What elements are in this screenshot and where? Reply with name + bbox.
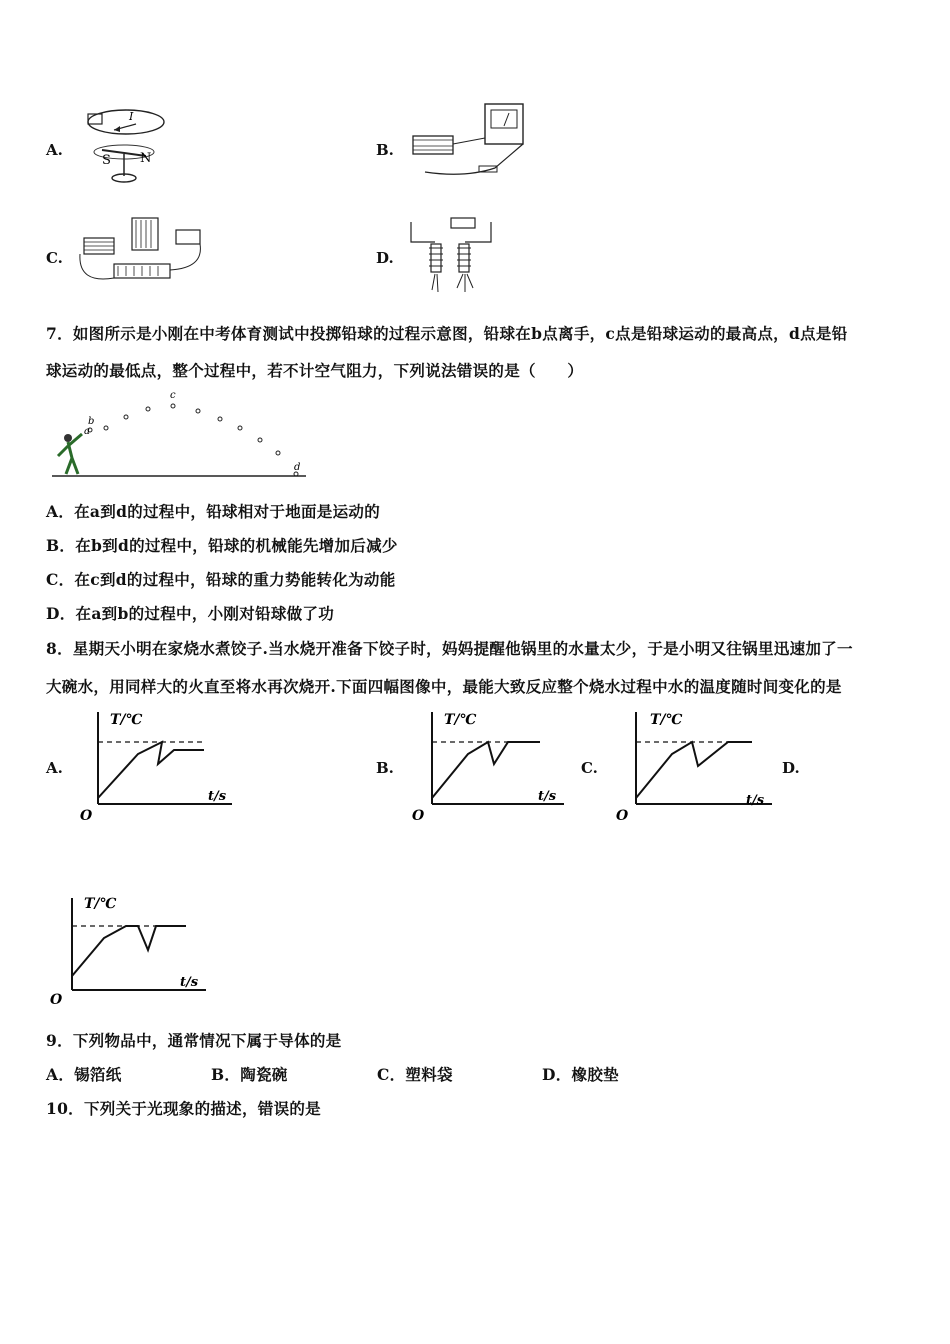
x-axis-label: t/s — [208, 789, 227, 804]
q9-option-a[interactable]: A．锡箔纸 — [46, 1065, 122, 1084]
q6-option-b-label: B. — [376, 141, 394, 159]
graph-d — [46, 890, 210, 1010]
graph-c — [612, 706, 776, 824]
q8-option-d-label[interactable]: D. — [782, 759, 800, 777]
q9-option-c[interactable]: C．塑料袋 — [377, 1065, 453, 1084]
y-axis-label: T/℃ — [84, 896, 117, 912]
x-axis-label: t/s — [746, 793, 765, 808]
q7-option-a[interactable]: A．在a到d的过程中，铅球相对于地面是运动的 — [46, 502, 381, 521]
galvanometer-induction-figure — [405, 100, 530, 186]
temperature-curve — [432, 742, 540, 798]
temperature-curve — [98, 742, 204, 798]
athlete-head — [64, 434, 72, 442]
q9-option-d[interactable]: D．橡胶垫 — [542, 1065, 619, 1084]
q10-stem: 10．下列关于光现象的描述，错误的是 — [46, 1099, 321, 1118]
temperature-curve — [72, 926, 186, 976]
origin-label: O — [50, 992, 63, 1008]
q9-option-b[interactable]: B．陶瓷碗 — [211, 1065, 288, 1084]
q8-stem-line2: 大碗水，用同样大的火直至将水再次烧开.下面四幅图像中，最能大致反应整个烧水过程中水的温度随时间变化的是 — [46, 677, 842, 696]
point-c-label: c — [170, 390, 176, 401]
x-axis-label: t/s — [538, 789, 557, 804]
y-axis-label: T/℃ — [444, 712, 477, 728]
electromagnet-nails-figure — [405, 208, 500, 294]
electromagnetic-circuit-figure — [74, 208, 212, 294]
point-a-label: a — [84, 426, 90, 437]
compass-coil-figure — [74, 100, 174, 186]
north-pole-label: N — [140, 151, 152, 166]
q7-option-d[interactable]: D．在a到b的过程中，小刚对铅球做了功 — [46, 604, 335, 623]
y-axis-label: T/℃ — [110, 712, 143, 728]
q7-stem-line2: 球运动的最低点，整个过程中，若不计空气阻力，下列说法错误的是（ ） — [46, 361, 584, 380]
q6-option-c-label: C. — [46, 249, 63, 267]
graph-a — [76, 706, 236, 824]
q8-stem-line1: 8．星期天小明在家烧水煮饺子.当水烧开准备下饺子时，妈妈提醒他锅里的水量太少，于是小明又往锅里迅速加了一 — [46, 639, 853, 658]
graph-b — [408, 706, 568, 824]
origin-label: O — [80, 808, 93, 824]
x-axis-label: t/s — [180, 975, 199, 990]
south-pole-label: S — [102, 153, 111, 168]
y-axis-label: T/℃ — [650, 712, 683, 728]
q7-option-c[interactable]: C．在c到d的过程中，铅球的重力势能转化为动能 — [46, 570, 396, 589]
shot-put-trajectory-figure — [48, 390, 310, 482]
q6-option-d-label: D. — [376, 249, 394, 267]
temperature-curve — [636, 742, 752, 798]
q7-option-b[interactable]: B．在b到d的过程中，铅球的机械能先增加后减少 — [46, 536, 398, 555]
q8-option-b-label[interactable]: B. — [376, 759, 394, 777]
q8-option-c-label[interactable]: C. — [581, 759, 598, 777]
origin-label: O — [412, 808, 425, 824]
q9-stem: 9．下列物品中，通常情况下属于导体的是 — [46, 1031, 342, 1050]
point-d-label: d — [294, 462, 301, 473]
origin-label: O — [616, 808, 629, 824]
q7-stem-line1: 7．如图所示是小刚在中考体育测试中投掷铅球的过程示意图，铅球在b点离手，c点是铅球运动的最高点，d点是铅 — [46, 324, 848, 343]
q6-option-a-label: A. — [46, 141, 63, 159]
q8-option-a-label[interactable]: A. — [46, 759, 63, 777]
point-b-label: b — [88, 416, 95, 427]
current-label: I — [129, 110, 134, 123]
